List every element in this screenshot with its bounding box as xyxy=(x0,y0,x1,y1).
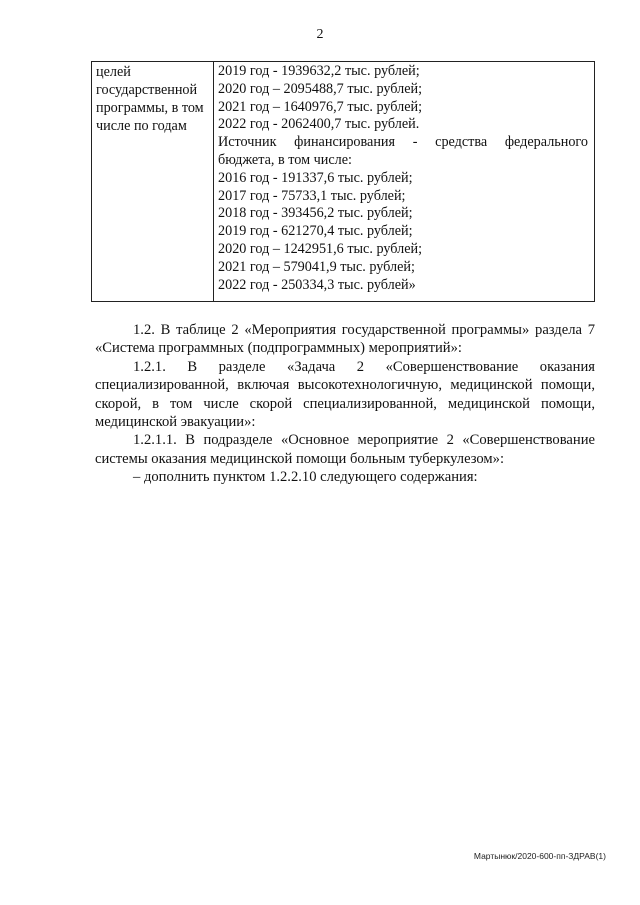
funding-year-line: 2019 год - 1939632,2 тыс. рублей; xyxy=(218,63,420,79)
federal-year-line: 2021 год – 579041,9 тыс. рублей; xyxy=(218,258,415,275)
paragraph-amendment: – дополнить пунктом 1.2.2.10 следующего содержания: xyxy=(133,469,478,486)
federal-year-line: 2016 год - 191337,6 тыс. рублей; xyxy=(218,169,413,186)
federal-year-line: 2019 год - 621270,4 тыс. рублей; xyxy=(218,223,413,240)
funding-source-line: бюджета, в том числе: xyxy=(218,151,352,168)
federal-year-line: 2018 год - 393456,2 тыс. рублей; xyxy=(218,205,413,222)
document-code: Мартынюк/2020-600-пп-ЗДРАВ(1) xyxy=(473,851,606,861)
paragraph-1-2-1: 1.2.1. В разделе «Задача 2 «Совершенствование оказания специализированной, включая высокотехнологичную, медицинской помощи, скорой, в том числе скорой специализированной, медицинской помощи, медицинской эвакуации»: xyxy=(95,358,595,431)
table-label-line: программы, в том xyxy=(96,100,204,116)
funding-year-line: 2022 год - 2062400,7 тыс. рублей. xyxy=(218,116,420,133)
funding-year-line: 2020 год – 2095488,7 тыс. рублей; xyxy=(218,80,423,97)
federal-year-line: 2022 год - 250334,3 тыс. рублей» xyxy=(218,276,416,293)
federal-year-line: 2020 год – 1242951,6 тыс. рублей; xyxy=(218,240,423,257)
document-body xyxy=(95,321,595,487)
paragraph-1-2: 1.2. В таблице 2 «Мероприятия государственной программы» раздела 7 «Система программных (подпрограммных) мероприятий»: xyxy=(95,322,595,357)
funding-source-line: Источник финансирования - средства федерального xyxy=(218,134,588,151)
page-number: 2 xyxy=(316,27,324,42)
paragraph-1-2-1-1: 1.2.1.1. В подразделе «Основное мероприятие 2 «Совершенствование системы оказания медицинской помощи больным туберкулезом»: xyxy=(95,432,595,467)
financing-table xyxy=(91,61,595,302)
table-label-line: государственной xyxy=(96,82,198,98)
federal-year-line: 2017 год - 75733,1 тыс. рублей; xyxy=(218,187,406,204)
table-values-cell xyxy=(214,62,594,301)
table-label-line: числе по годам xyxy=(96,118,187,134)
table-label-line: целей xyxy=(96,64,131,80)
table-label-cell xyxy=(92,62,214,301)
funding-year-line: 2021 год – 1640976,7 тыс. рублей; xyxy=(218,98,423,115)
